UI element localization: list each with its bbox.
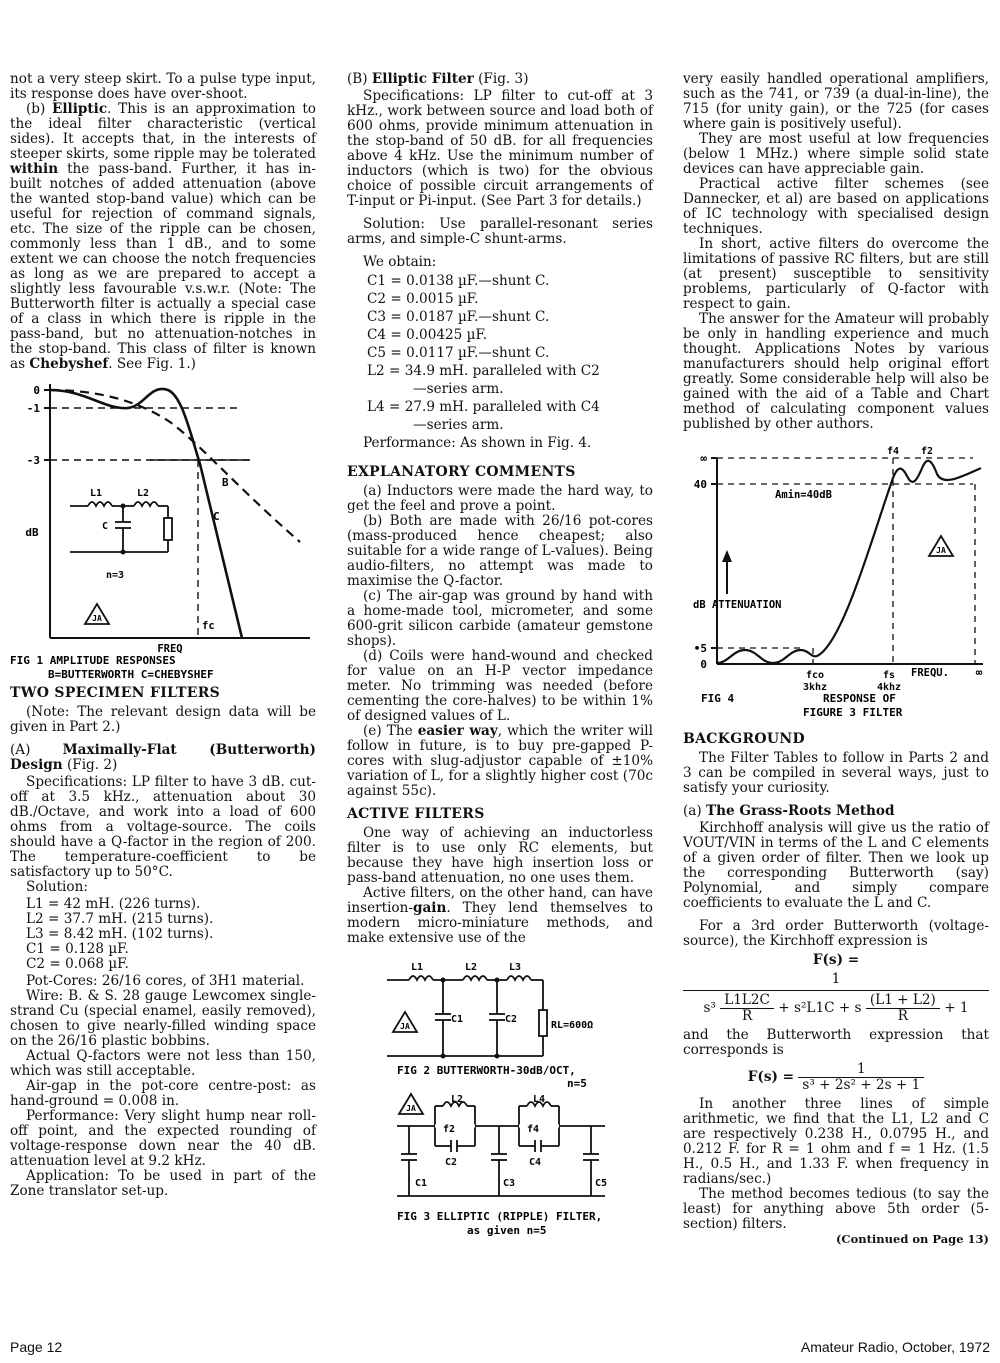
ja-logo-icon <box>929 536 953 556</box>
label-rl: RL=600Ω <box>551 1020 594 1031</box>
svg-text:JA: JA <box>406 1104 416 1113</box>
paragraph-specs-a: Specifications: LP filter to have 3 dB. cut-off at 3.5 kHz., attenuation about 30 dB./Octave, and work into a load of 600 ohms from a voltage-source. The coils should have a Q-factor in the region of 200. The temperature-coefficient to be satisfactory up to 50°C. <box>10 774 316 880</box>
heading-background: BACKGROUND <box>683 731 805 747</box>
paragraph-comment-b: (b) Both are made with 26/16 pot-cores (mass-produced hence cheapest; also suitable for a wide range of L-values). Being audio-filters, no attempt was made to maximise the Q-factor. <box>347 513 653 589</box>
label-fc: fc <box>202 620 215 632</box>
paragraph-solution-b: Solution: Use parallel-resonant series arms, and simple-C shunt-arms. <box>347 216 653 247</box>
label-f2: f2 <box>921 446 934 457</box>
list-item: L2 = 34.9 mH. paralleled with C2 <box>367 363 600 379</box>
heading-a: (A) Maximally-Flat (Butterworth) Design (Fig. 2) <box>10 742 316 773</box>
x-axis-label: FREQ <box>157 643 183 655</box>
column-1 <box>10 72 316 1199</box>
list-item: L4 = 27.9 mH. paralleled with C4 <box>367 399 600 415</box>
equation-1-numerator: 1 <box>831 971 841 987</box>
label-fco: fco <box>805 670 825 681</box>
equation-1 <box>683 953 989 1024</box>
figure-2-caption-1: FIG 2 BUTTERWORTH-30dB/OCT, <box>397 1064 576 1077</box>
paragraph-most-useful: They are most useful at low frequencies (below 1 MHz.) where simple solid state devices can have appreciable gain. <box>683 131 989 177</box>
label-l2: L2 <box>137 488 150 499</box>
y-tick-1: -1 <box>26 402 40 415</box>
paragraph-active-1: One way of achieving an inductorless filter is to use only RC elements, but because they have high insertion loss or pass-band attenuation, no one uses them. <box>347 825 653 886</box>
label-fs-value: 4khz <box>876 682 902 693</box>
paragraph-note: (Note: The relevant design data will be given in Part 2.) <box>10 704 316 735</box>
paragraph-application: Application: To be used in part of the Zone translator set-up. <box>10 1168 316 1199</box>
label-l4: L4 <box>533 1094 546 1105</box>
paragraph-specs-b: Specifications: LP filter to cut-off at 3 kHz., work between source and load both of 600 ohms, provide minimum attenuation in the stop-band of 50 dB. for all frequencies above 4 kHz. Use the minimum number of inductors (which is two) for the obvious choice of possible circuit arrangements of T-input or Pi-input. (See Part 3 for details.) <box>347 88 653 209</box>
obtain-list <box>367 272 653 434</box>
label-l2: L2 <box>465 962 478 973</box>
column-2 <box>347 72 653 1240</box>
solution-list <box>26 897 316 972</box>
figure-1-graph <box>10 382 316 681</box>
arrow-up-icon <box>722 550 732 562</box>
heading-two-specimen: TWO SPECIMEN FILTERS <box>10 685 221 701</box>
figure-1 <box>10 382 316 681</box>
circuit-n3 <box>70 502 172 552</box>
label-n3: n=3 <box>106 570 125 581</box>
label-c2: C2 <box>445 1157 458 1168</box>
svg-text:JA: JA <box>400 1022 410 1031</box>
label-c5: C5 <box>595 1178 608 1189</box>
svg-text:JA: JA <box>92 614 102 623</box>
figure-4-graph <box>683 444 989 719</box>
paragraph-airgap: Air-gap in the pot-core centre-post: as hand-ground = 0.008 in. <box>10 1078 316 1109</box>
label-c4: C4 <box>529 1157 542 1168</box>
figure-2-circuit <box>347 958 653 1088</box>
ja-logo-icon <box>399 1094 423 1114</box>
paragraph-obtain: We obtain: <box>363 254 437 270</box>
y-axis-label: dB <box>25 526 39 539</box>
list-item: C2 = 0.0015 µF. <box>367 291 479 307</box>
label-c3: C3 <box>503 1178 516 1189</box>
figure-4-caption-1: RESPONSE OF <box>823 692 896 705</box>
paragraph-comment-e: (e) The easier way, which the writer will follow in future, is to buy pre-gapped P-cores with slug-adjustor capable of ±10% variation of L, for a slightly higher cost (70c against 55c). <box>347 723 653 799</box>
paragraph-potcores: Pot-Cores: 26/16 cores, of 3H1 material. <box>26 973 305 989</box>
list-item: C3 = 0.0187 µF.—shunt C. <box>367 309 550 325</box>
label-cap: C <box>102 521 109 532</box>
paragraph-practical: Practical active filter schemes (see Dannecker, et al) are based on applications of IC technology with specialised design techniques. <box>683 176 989 237</box>
equation-1-lhs: F(s) = <box>812 952 860 968</box>
figure-4-caption-left: FIG 4 <box>701 692 735 705</box>
label-l1: L1 <box>411 962 424 973</box>
label-l1: L1 <box>90 488 103 499</box>
y-tick-inf: ∞ <box>700 452 707 465</box>
paragraph-solution-a: Solution: <box>26 879 88 895</box>
heading-explanatory: EXPLANATORY COMMENTS <box>347 464 576 480</box>
paragraph-third-order: For a 3rd order Butterworth (voltage-source), the Kirchhoff expression is <box>683 918 989 949</box>
figure-1-caption-2: B=BUTTERWORTH C=CHEBYSHEF <box>48 668 214 681</box>
label-c2: C2 <box>505 1014 518 1025</box>
paragraph-qfactors: Actual Q-factors were not less than 150, which was still acceptable. <box>10 1048 316 1079</box>
magazine-footer: Amateur Radio, October, 1972 <box>800 1339 990 1355</box>
y-tick-40: 40 <box>693 478 707 491</box>
list-item: L1 = 42 mH. (226 turns). <box>26 896 201 912</box>
y-tick-0: 0 <box>700 658 707 671</box>
x-axis-label: FREQU. <box>911 667 949 679</box>
paragraph-performance-b: Performance: As shown in Fig. 4. <box>363 435 592 451</box>
paragraph-comment-d: (d) Coils were hand-wound and checked for value on an H-P vector impedance meter. No trimming was needed (before cementing the core-halves) to be within 1% of designed values of L. <box>347 648 653 724</box>
list-item: C1 = 0.0138 µF.—shunt C. <box>367 273 550 289</box>
paragraph-short: In short, active filters do overcome the limitations of passive RC filters, but are still (at present) susceptible to sensitivity problems, particularly of Q-factor with respect to gain. <box>683 236 989 312</box>
y-tick-5: •5 <box>693 642 707 655</box>
list-item: C5 = 0.0117 µF.—shunt C. <box>367 345 550 361</box>
paragraph-answer: The answer for the Amateur will probably be only in handling experience and much thought. Applications Notes by various manufacturers should help original effort greatly. Some considerable help will also be gained with the aid of a Table and Chart method of calculating component values published by other authors. <box>683 311 989 432</box>
list-item: —series arm. <box>413 381 504 397</box>
list-item: L3 = 8.42 mH. (102 turns). <box>26 926 214 942</box>
label-c1: C1 <box>451 1014 464 1025</box>
paragraph-wire: Wire: B. & S. 28 gauge Lewcomex single-strand Cu (special enamel, easily removed), chosen to give nearly-filled winding space on the 26/16 plastic bobbins. <box>10 988 316 1049</box>
list-item: —series arm. <box>413 417 504 433</box>
y-axis-label: dB ATTENUATION <box>693 599 782 611</box>
heading-grass-roots: (a) The Grass-Roots Method <box>683 803 895 819</box>
label-l3: L3 <box>509 962 522 973</box>
paragraph-active-2: Active filters, on the other hand, can have insertion-gain. They lend themselves to modern micro-miniature methods, and make extensive use of the <box>347 885 653 946</box>
figure-3-caption-2: as given n=5 <box>467 1224 547 1237</box>
column-3 <box>683 72 989 1247</box>
paragraph-elliptic: (b) Elliptic. This is an approximation to the ideal filter characteristic (vertical sides). It accepts that, in the interests of steeper skirts, some ripple may be tolerated within the pass-band. Further, it has in-built notches of added attenuation (above the wanted stop-band value) which can be useful for rejection of command signals, etc. The size of the ripple can be chosen, commonly less than 1 dB., and to some extent we can choose the notch frequencies as long as we are prepared to accept a slightly less favourable v.s.w.r. (Note: The Butterworth filter is actually a special case of a class in which there is ripple in the pass-band, but no attenuation-notches in the stop-band. This class of filter is known as Chebyshef. See Fig. 1.) <box>10 101 316 372</box>
list-item: L2 = 37.7 mH. (215 turns). <box>26 911 214 927</box>
label-c: C <box>213 510 220 523</box>
paragraph-another: In another three lines of simple arithmetic, we find that the L1, L2 and C are respectively 0.238 H., 0.0795 H., and 0.212 F. for R = 1 ohm and f = 1 Hz. (1.5 H., 0.5 H., and 1.33 F. when frequency in radians/sec.) <box>683 1096 989 1187</box>
paragraph-comment-a: (a) Inductors were made the hard way, to get the feel and prove a point. <box>347 483 653 514</box>
figure-3-circuit <box>347 1092 653 1240</box>
page-number: Page 12 <box>10 1339 63 1355</box>
figure-3-caption-1: FIG 3 ELLIPTIC (RIPPLE) FILTER, <box>397 1210 603 1223</box>
y-tick-3: -3 <box>26 454 40 467</box>
label-fs: fs <box>882 670 896 681</box>
label-c1: C1 <box>415 1178 428 1189</box>
label-l2: L2 <box>451 1094 464 1105</box>
figure-4-caption-2: FIGURE 3 FILTER <box>803 706 903 719</box>
figure-3 <box>347 1092 653 1240</box>
paragraph-continued: very easily handled operational amplifiers, such as the 741, or 739 (a dual-in-line), the 715 (for unity gain), or the 725 (for cases where gain is positively useful). <box>683 71 989 132</box>
paragraph-comment-c: (c) The air-gap was ground by hand with a home-made tool, micrometer, and some 600-grit silicon carbide (amateur gemstone shops). <box>347 588 653 649</box>
list-item: C1 = 0.128 µF. <box>26 941 129 957</box>
list-item: C4 = 0.00425 µF. <box>367 327 488 343</box>
y-tick-0: 0 <box>33 384 40 397</box>
paragraph-intro: not a very steep skirt. To a pulse type input, its response does have over-shoot. <box>10 71 316 102</box>
heading-active: ACTIVE FILTERS <box>347 806 485 822</box>
equation-2: F(s) = $\frac{1}{\text{s³ + 2s² + 2s + 1}}$ <box>683 1062 989 1093</box>
list-item: C2 = 0.068 µF. <box>26 956 129 972</box>
label-f4: f4 <box>887 446 900 457</box>
ja-logo-icon <box>393 1012 417 1032</box>
heading-b: (B) Elliptic Filter (Fig. 3) <box>347 71 529 87</box>
paragraph-method: The method becomes tedious (to say the least) for anything above 5th order (5-section) filters. <box>683 1186 989 1232</box>
figure-2 <box>347 958 653 1088</box>
paragraph-tables: The Filter Tables to follow in Parts 2 and 3 can be compiled in several ways, just to satisfy your curiosity. <box>683 750 989 796</box>
figure-1-caption-1: FIG 1 AMPLITUDE RESPONSES <box>10 654 176 667</box>
label-b: B <box>222 476 229 489</box>
continued-note: (Continued on Page 13) <box>835 1232 989 1246</box>
paragraph-butterworth-expression: and the Butterworth expression that corresponds is <box>683 1027 989 1058</box>
figure-4 <box>683 444 989 719</box>
label-amin: Amin=40dB <box>775 489 832 501</box>
label-fco-value: 3khz <box>802 682 828 693</box>
paragraph-kirchhoff: Kirchhoff analysis will give us the ratio of VOUT/VIN in terms of the L and C elements of a given order of filter. Then we look up the corresponding Butterworth (say) Polynomial, and simply compare coefficients to evaluate the L and C. <box>683 820 989 911</box>
paragraph-performance-a: Performance: Very slight hump near roll-off point, and the expected rounding of voltage-response down near the 40 dB. attenuation level at 9.2 kHz. <box>10 1108 316 1169</box>
x-tick-inf: ∞ <box>975 666 983 679</box>
figure-2-caption-2: n=5 <box>567 1077 587 1090</box>
svg-text:JA: JA <box>936 546 946 555</box>
label-f4: f4 <box>527 1124 540 1135</box>
label-f2: f2 <box>443 1124 456 1135</box>
ja-logo-icon <box>85 604 109 624</box>
equation-1-denominator: s³ $\frac{L1L2C}{R}$ + s²L1C + s $\frac{(L1 + L2)}{R}$ + 1 <box>683 990 989 1024</box>
